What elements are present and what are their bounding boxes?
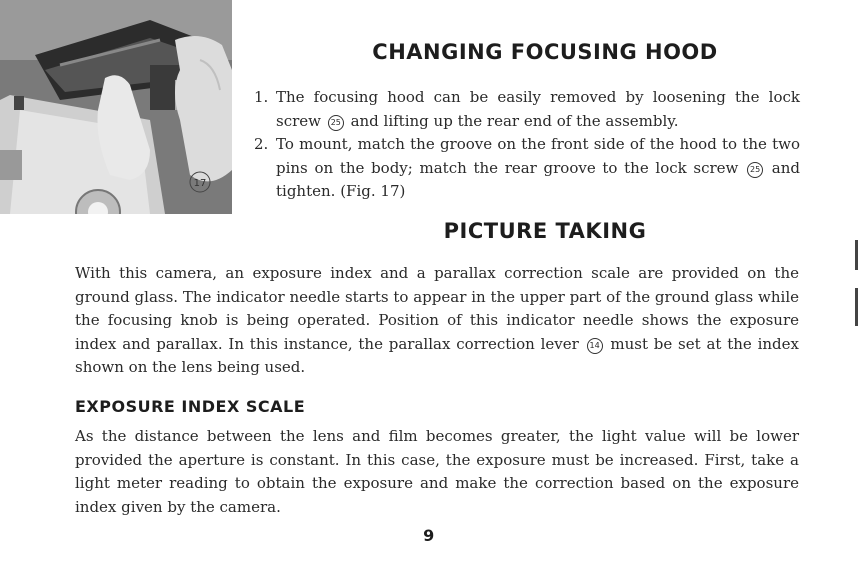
step-text (276, 86, 800, 133)
list-item (254, 133, 800, 204)
step-text-part: and lifting up the rear end of the assembly. (350, 111, 679, 130)
step-number: 1. (254, 88, 269, 106)
photo-focusing-hood (0, 0, 232, 214)
list-item (254, 86, 800, 133)
reference-number: 25 (747, 162, 763, 178)
focusing-hood-steps (254, 86, 800, 204)
step-text-part: and tighten. (276, 158, 800, 200)
step-text-part: The focusing hood can be easily removed by loosening the lock screw (276, 88, 800, 130)
picture-taking-paragraph (75, 262, 799, 380)
step-text (276, 133, 800, 204)
heading-changing-focusing-hood: CHANGING FOCUSING HOOD (372, 40, 718, 64)
figure-reference: (Fig. 17) (340, 182, 406, 200)
figure-label: 17 (193, 178, 207, 189)
reference-number: 25 (328, 115, 344, 131)
step-number: 2. (254, 135, 269, 153)
paragraph-text-part: must be set at the index shown on the lens being used. (75, 334, 799, 376)
step-text-part: To mount, match the groove on the front side of the hood to the two pins on the body; match the rear groove to the lock screw (276, 135, 800, 177)
paragraph-text-part: With this camera, an exposure index and a parallax correction scale are provided on the ground glass. The indicator needle starts to appear in the upper part of the ground glass while the focusing knob is being operated. Position of this indicator needle shows the exposure index and parallax. In this instance, the parallax correction lever (75, 264, 799, 353)
page-number: 9 (423, 526, 435, 545)
reference-number: 14 (587, 338, 603, 354)
heading-picture-taking: PICTURE TAKING (443, 219, 647, 243)
heading-exposure-index-scale: EXPOSURE INDEX SCALE (75, 397, 306, 416)
exposure-index-paragraph: As the distance between the lens and film becomes greater, the light value will be lower provided the aperture is constant. In this case, the exposure must be increased. First, take a light meter reading to obtain the exposure and make the correction based on the exposure index given by the camera. (75, 427, 799, 516)
